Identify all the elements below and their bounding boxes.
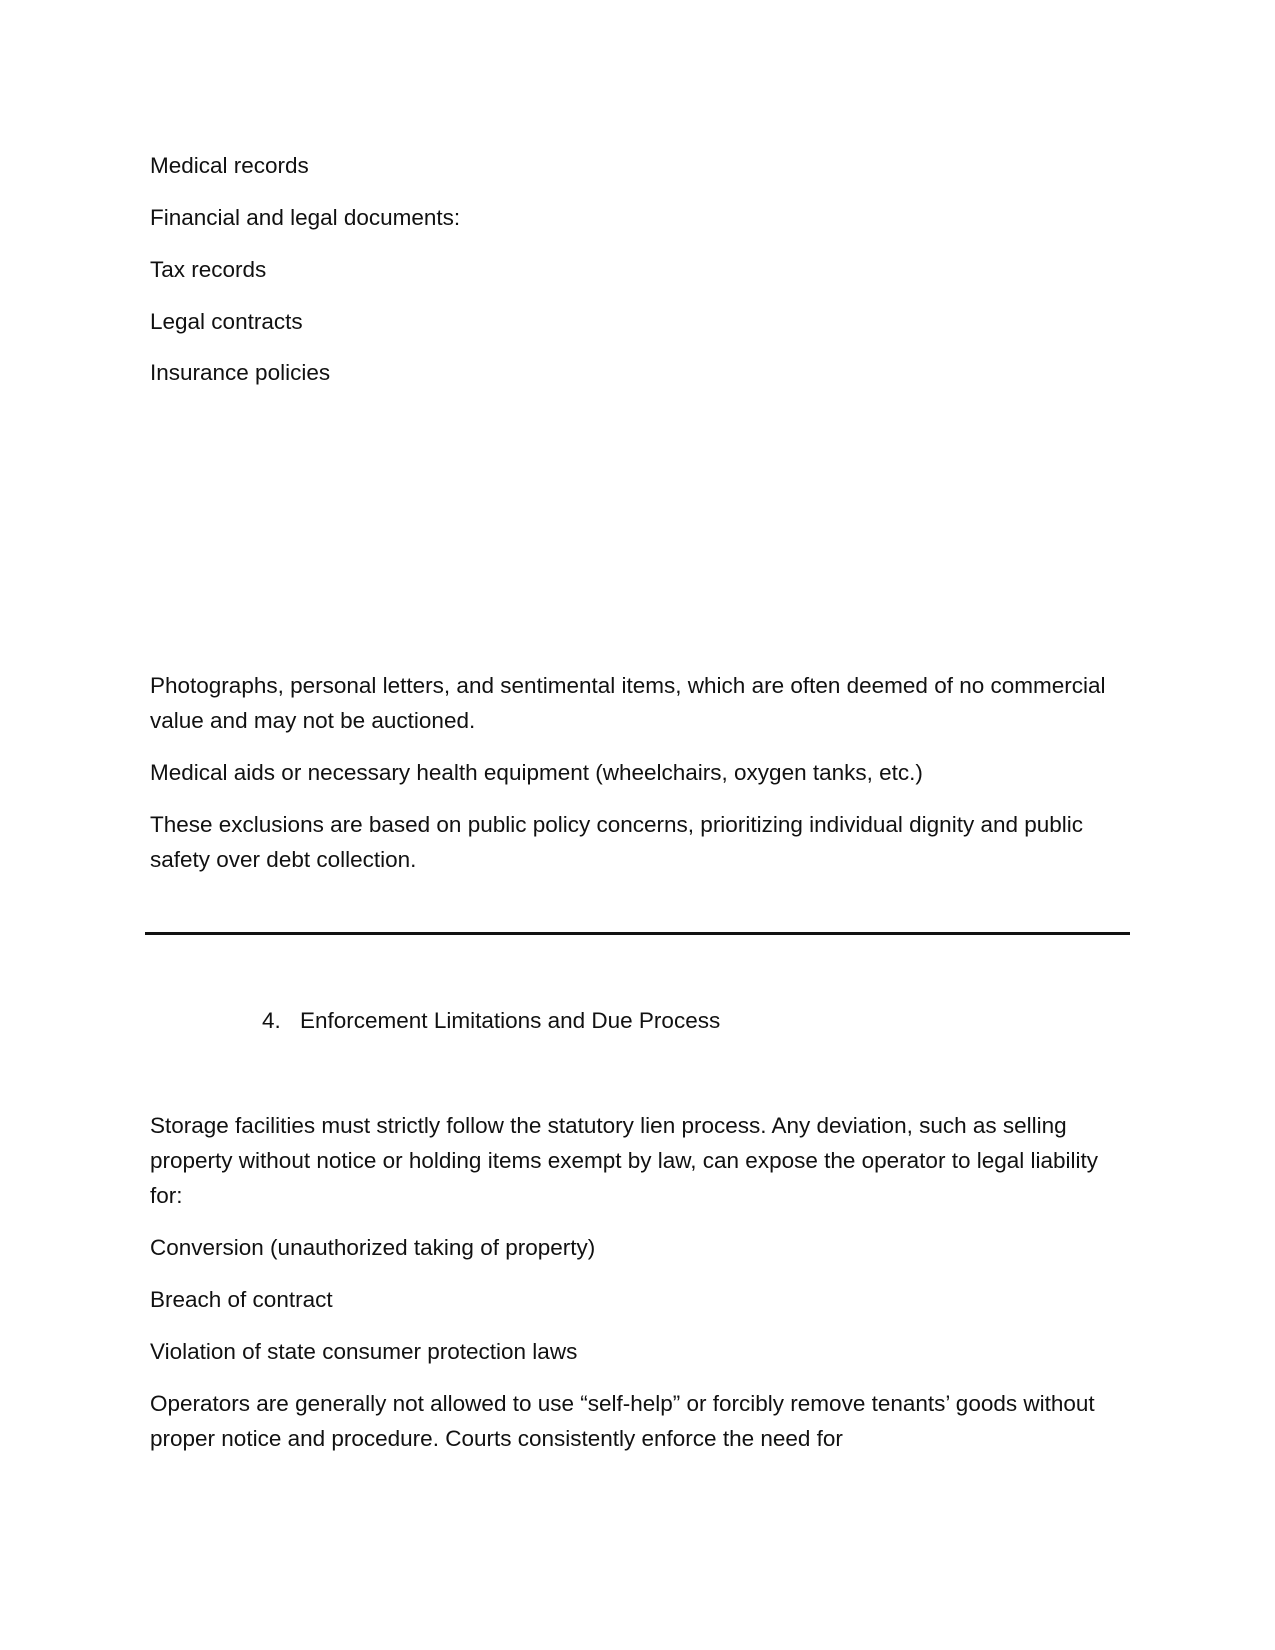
- enforcement-intro: Storage facilities must strictly follow the statutory lien process. Any deviation, such as selling property without notice or holding items exempt by law, can expose the operator to legal liability for:: [150, 1113, 1099, 1208]
- list-item-legal-contracts: Legal contracts: [150, 309, 303, 334]
- exclusions-summary: These exclusions are based on public policy concerns, prioritizing individual dignity and public safety over debt collection.: [150, 812, 1084, 872]
- section-number: 4.: [262, 1008, 281, 1033]
- list-item-medical-records: Medical records: [150, 153, 309, 178]
- liability-conversion: Conversion (unauthorized taking of property): [150, 1235, 596, 1260]
- section-heading: [262, 1003, 720, 1038]
- section-divider: [145, 932, 1130, 935]
- exclusion-medical-aids: Medical aids or necessary health equipment (wheelchairs, oxygen tanks, etc.): [150, 760, 923, 785]
- liability-breach-of-contract: Breach of contract: [150, 1287, 333, 1312]
- exclusion-photographs: Photographs, personal letters, and sentimental items, which are often deemed of no commercial value and may not be auctioned.: [150, 673, 1106, 733]
- list-item-insurance-policies: Insurance policies: [150, 360, 331, 385]
- list-item-tax-records: Tax records: [150, 257, 267, 282]
- section-title: Enforcement Limitations and Due Process: [300, 1008, 721, 1033]
- enforcement-closing: Operators are generally not allowed to use “self-help” or forcibly remove tenants’ goods without proper notice and procedure. Courts consistently enforce the need for: [150, 1391, 1095, 1451]
- list-item-financial-legal-documents: Financial and legal documents:: [150, 205, 461, 230]
- liability-consumer-protection: Violation of state consumer protection laws: [150, 1339, 578, 1364]
